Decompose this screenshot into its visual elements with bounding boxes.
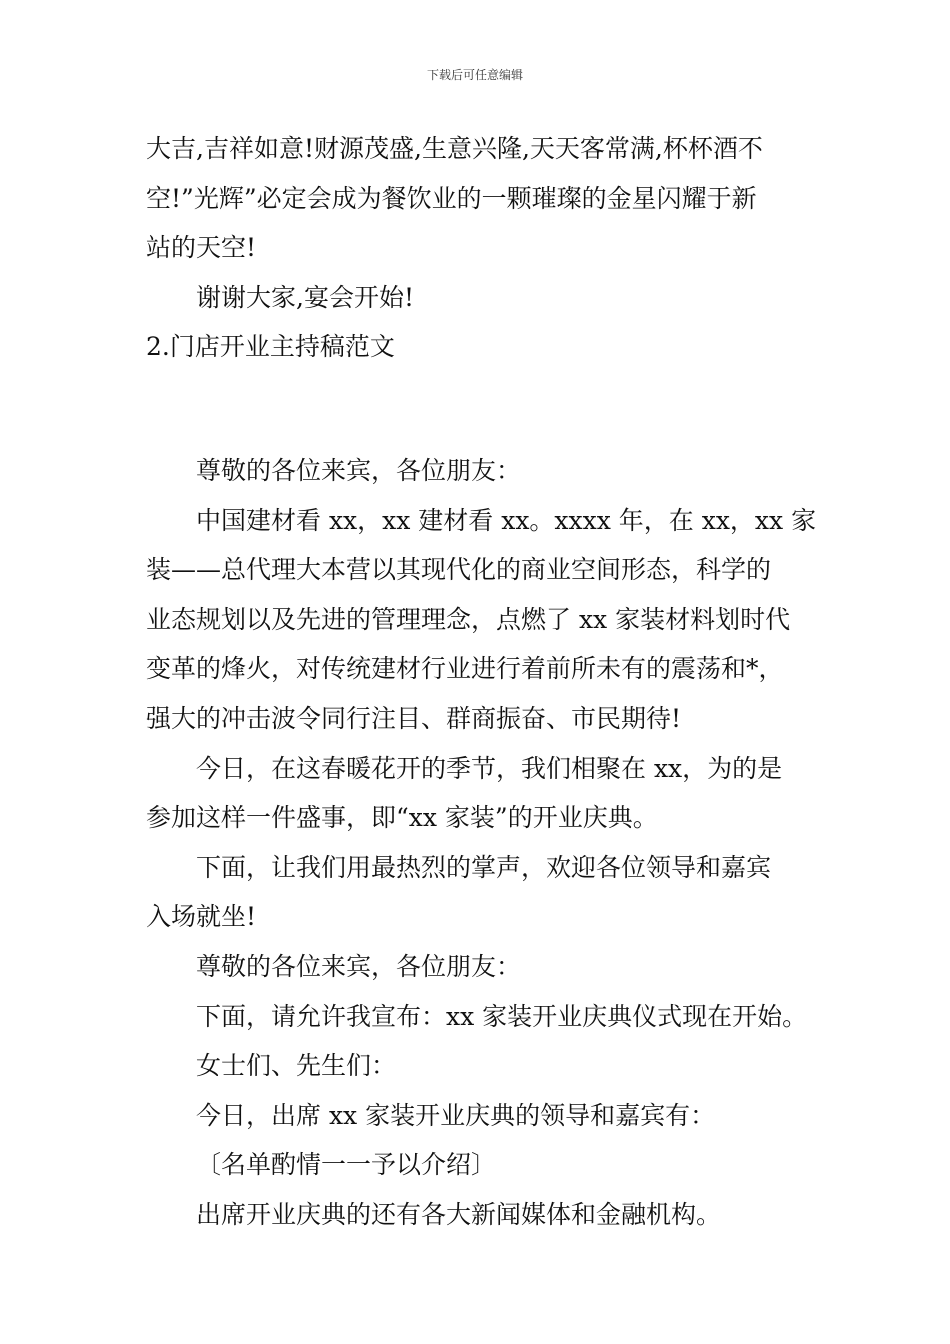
- document-body: [146, 124, 817, 1239]
- body-line: 站的天空!: [146, 233, 257, 263]
- body-line: 尊敬的各位来宾，各位朋友：: [196, 455, 522, 485]
- spacer: [146, 372, 811, 446]
- body-line: 谢谢大家,宴会开始!: [196, 282, 414, 312]
- body-line: 大吉,吉祥如意!财源茂盛,生意兴隆,天天客常满,杯杯酒不: [146, 134, 763, 163]
- page-header: 下载后可任意编辑: [426, 68, 523, 82]
- body-line: 装——总代理大本营以其现代化的商业空间形态，科学的: [146, 555, 772, 585]
- body-line: 参加这样一件盛事，即“xx 家装”的开业庆典。: [146, 803, 658, 833]
- body-line: 业态规划以及先进的管理理念，点燃了 xx 家装材料划时代: [146, 604, 791, 634]
- body-line: 今日，在这春暖花开的季节，我们相聚在 xx，为的是: [196, 753, 783, 783]
- section-heading: 2.门店开业主持稿范文: [146, 332, 395, 362]
- body-line: 今日，出席 xx 家装开业庆典的领导和嘉宾有：: [196, 1100, 716, 1130]
- body-line: 中国建材看 xx，xx 建材看 xx。xxxx 年，在 xx，xx 家: [196, 505, 817, 535]
- body-line: 〔名单酌情一一予以介绍〕: [196, 1150, 497, 1180]
- body-line: 空!”光辉”必定会成为餐饮业的一颗璀璨的金星闪耀于新: [146, 183, 757, 213]
- body-line: 下面，让我们用最热烈的掌声，欢迎各位领导和嘉宾: [196, 852, 772, 882]
- body-line: 出席开业庆典的还有各大新闻媒体和金融机构。: [196, 1199, 722, 1229]
- body-line: 尊敬的各位来宾，各位朋友：: [196, 951, 522, 981]
- body-line: 女士们、先生们：: [196, 1051, 397, 1081]
- body-line: 强大的冲击波令同行注目、群商振奋、市民期待!: [146, 703, 682, 733]
- body-line: 入场就坐!: [146, 902, 257, 932]
- body-line: 下面，请允许我宣布：xx 家装开业庆典仪式现在开始。: [196, 1001, 808, 1031]
- body-line: 变革的烽火，对传统建材行业进行着前所未有的震荡和*，: [146, 654, 784, 684]
